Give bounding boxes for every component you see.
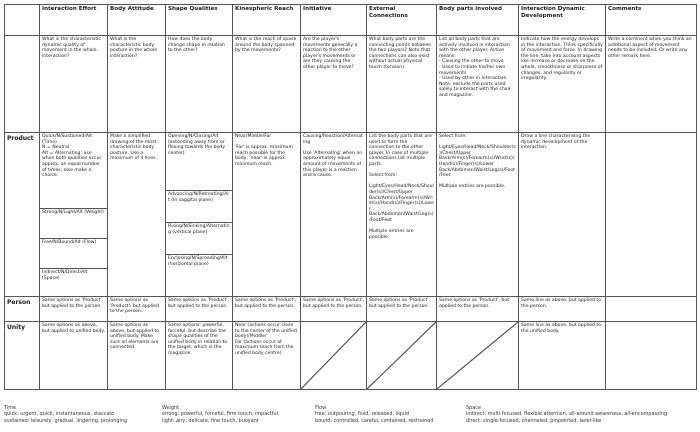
- product-dynamic: Draw a line characterising the dynamic development of the interaction.: [519, 133, 606, 297]
- person-effort: Same options as 'Product', but applied to the person.: [40, 297, 108, 322]
- person-initiative: Same options as 'Product', but applied to the person.: [301, 297, 367, 322]
- shape-advancing: Advancing/N/Retreating/Alt (in saggital plane): [166, 191, 232, 223]
- legend-flow-bound: bound: controlled, careful, contained, restrained: [315, 417, 434, 424]
- person-connections: Same options as 'Product', but applied to the person.: [367, 297, 437, 322]
- description-row: [5, 36, 697, 133]
- product-reach: Near/Middle/Far 'Far' is approx. maximum reach possible for the body, 'near' is approx. minimum reach.: [233, 133, 301, 297]
- header-interaction-effort: Interaction Effort: [40, 5, 108, 36]
- effort-time: Quick/N/Sustained/Alt (Time) N = Neutral Alt = Alternating: use when both qualities occur approx. an equal number of times, else make a choice.: [40, 133, 107, 209]
- unity-reach: Near (actions occur close to the center of the unified body)/Middle/ Far (actions occur at maximum reach from the unified body centre): [233, 322, 301, 390]
- desc-attitude: What is the characteristic body posture in the whole interaction?: [108, 36, 166, 133]
- legend-time-title: Time: [4, 405, 16, 411]
- desc-reach: What is the reach of space around the body spanned by the movements?: [233, 36, 301, 133]
- coding-table: [4, 4, 697, 390]
- header-body-parts: Body parts involved: [437, 5, 519, 36]
- product-attitude: Make a simplified drawing of the most characteristic body posture. Use a maximum of 4 lines.: [108, 133, 166, 297]
- product-connections: List the body parts that are used to form the connection to the other player. In case of multiple connections list multiple parts. Select from: Light/Eyes/Head/Neck/Shoulder(s)/Chest/Upper Back/Arm(s)/Forearm(s)/Wrist(s)/Hand(s)/Finger(s)/Lower Back/Abdomen/Waist/Leg(s)/Foot/Feet Multiple entries are possible.: [367, 133, 437, 297]
- effort-weight: Strong/N/Light/Alt (Weight): [40, 209, 107, 239]
- unity-dynamic: Same line as above, but applied to the unified body.: [519, 322, 606, 390]
- person-bodyparts: Same options as 'Product', but applied to the person.: [437, 297, 519, 322]
- shape-opening: Opening/N/Closing/Alt (extending away from or flexing towards the body center): [166, 133, 232, 191]
- legend-flow-free: free: outpouring, fluid, released, liquid: [315, 411, 409, 418]
- legend-time-sustained: sustained: leisurely, gradual, lingering, prolonging: [4, 417, 128, 424]
- header-row: [5, 5, 697, 36]
- unity-comments: [606, 322, 697, 390]
- row-label-person: Person: [5, 297, 40, 322]
- person-row: [5, 297, 697, 322]
- person-dynamic: Same line as above, but applied to the person.: [519, 297, 606, 322]
- description-row-label: [5, 36, 40, 133]
- header-external-connections: External Connections: [367, 5, 437, 36]
- desc-effort: What is the characteristic dynamic quality of movement in the whole interaction?: [40, 36, 108, 133]
- coding-sheet: [4, 4, 696, 398]
- header-body-attitude: Body Attitude: [108, 5, 166, 36]
- shape-enclosing: Enclosing/N/Spreading/Alt (horizontal plane): [168, 256, 228, 267]
- product-effort-cell: [40, 133, 108, 297]
- row-label-product: Product: [5, 133, 40, 297]
- desc-bodyparts: List all body parts that are actively involved in interaction with the other player. Active means: - Causing the other to move - Used to initiate his/her own movements - Used by other in interaction. Note: exclude the parts used solely to interact with the chair and magazine.: [437, 36, 519, 133]
- row-label-unity: Unity: [5, 322, 40, 390]
- legend-space-direct: direct: single-focused, channeled, pinpointed, lazer-like: [466, 417, 602, 424]
- desc-comments: Write a comment when you think an additional aspect of movement needs to be included. Or write any other remark here.: [606, 36, 697, 133]
- header-comments: Comments: [606, 5, 697, 36]
- legend-weight-title: Weight: [162, 405, 180, 411]
- desc-shape: How does the body change shape in relation to the other?: [166, 36, 233, 133]
- unity-row: [5, 322, 697, 390]
- product-initiative: Causing/Reaction/Alternating Use 'Alternating' when an approximately equal amount of movements of this player is a reaction and a cause.: [301, 133, 367, 297]
- product-shape-cell: [166, 133, 233, 297]
- desc-initiative: Are the player's movements generally a reaction to the other player's movements or are they causing the other player to move?: [301, 36, 367, 133]
- legend-weight-strong: strong: powerful, forceful, firm touch, impactful: [162, 411, 279, 418]
- person-attitude: Same options as 'Product', but applied to the person.: [108, 297, 166, 322]
- unity-shape: Same options: powerful, forceful, but describe the shape qualities of the unified body in relation to the target, which is the magazine.: [166, 322, 233, 390]
- header-kinespheric-reach: Kinespheric Reach: [233, 5, 301, 36]
- effort-space: Indirect/N/Direct/Alt (Space): [42, 270, 88, 281]
- diagonal-strike-icon: [367, 322, 436, 389]
- unity-effort: Same options as above, but applied to unified body.: [40, 322, 108, 390]
- legend-flow-title: Flow: [315, 405, 327, 411]
- corner-cell: [5, 5, 40, 36]
- shape-rising: Rising/N/Sinking/Alternating (vertical plane): [166, 223, 232, 255]
- unity-bodyparts-na: [437, 322, 519, 390]
- unity-initiative-na: [301, 322, 367, 390]
- header-dynamic-development: Interaction Dynamic Development: [519, 5, 606, 36]
- unity-attitude: Same options as above, but applied to unified body. Make sure all elements are connected.: [108, 322, 166, 390]
- diagonal-strike-icon: [437, 322, 518, 389]
- legend-weight-light: light: airy, delicate, fine touch, buoyant: [162, 417, 259, 424]
- person-shape: Same options as 'Product', but applied to the person.: [166, 297, 233, 322]
- legend-space-indirect: indirect: multi-focused, flexible attention, all-around awareness, all-encompassing: [466, 411, 668, 418]
- legend-time: [4, 405, 127, 424]
- header-initiative: Initiative: [301, 5, 367, 36]
- person-reach: Same options as 'Product', but applied to the person.: [233, 297, 301, 322]
- header-shape-qualities: Shape Qualities: [166, 5, 233, 36]
- desc-connections: What body parts are the connecting points between the two players? Note that connections can also exist without actual physical touch (tension).: [367, 36, 437, 133]
- person-comments: [606, 297, 697, 322]
- legend-space: [466, 405, 667, 424]
- unity-connections-na: [367, 322, 437, 390]
- product-row: [5, 133, 697, 297]
- product-bodyparts: Select from: Light/Eyes/Head/Neck/Shoulder(s)/Chest/Upper Back/Arm(s)/Forearm(s)/Wrist(s)/Hand(s)/Finger(s)/Lower Back/Abdomen/Waist/Leg(s)/Foot/Feet Multiple entries are possible.: [437, 133, 519, 297]
- effort-flow: Free/N/Bound/Alt (Flow): [40, 239, 107, 269]
- product-comments: [606, 133, 697, 297]
- legend-weight: [162, 405, 278, 424]
- legend-space-title: Space: [466, 405, 481, 411]
- desc-dynamic: Indicate how the energy develops in the interaction. Think specifically of movement and force. In drawing the line, take into account aspects like increase or decrease on the whole, smoothness or sharpness of changes, and regularity or irregularity.: [519, 36, 606, 133]
- legend-flow: [315, 405, 433, 424]
- effort-legend: [4, 405, 696, 429]
- legend-time-quick: quick: urgent, quick, instantaneous, staccato: [4, 411, 115, 418]
- diagonal-strike-icon: [301, 322, 366, 389]
